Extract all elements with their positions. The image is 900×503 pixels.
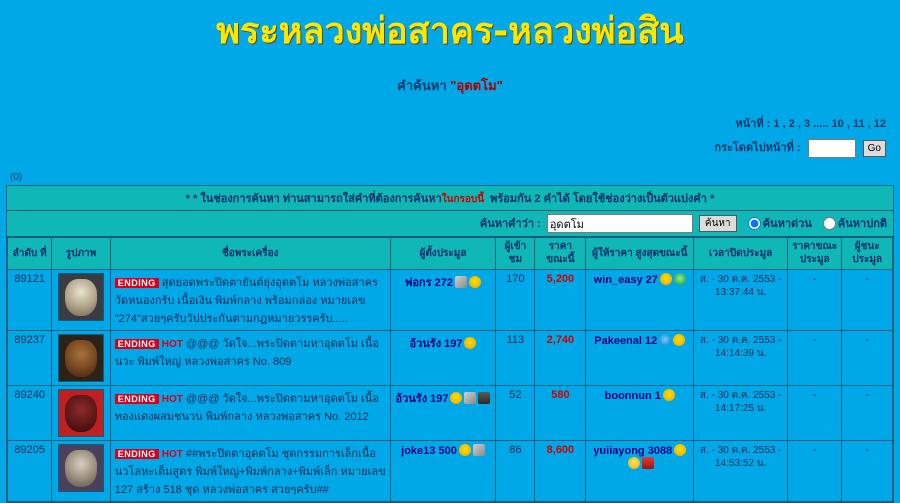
table-row[interactable] [8,331,893,386]
col-title: ชื่อพระเครื่อง [110,238,390,270]
winner: - [842,386,893,441]
search-notice [7,186,893,211]
jump-label: กระโดดไปหน้าที่ : [714,142,801,155]
search-mode-normal-radio[interactable] [823,217,836,230]
status-icon [459,444,471,456]
page-link-1[interactable]: 1 [773,118,780,131]
status-icon [455,276,467,288]
top-bidder-link[interactable]: yuiiayong 3088 [593,445,673,458]
listing-title-link[interactable]: @@@ วัดใจ...พระปิดตามหาอุดตโม เนื้อทองแดงผสมชนวน พิมพ์กลาง หลวงพ่อสาคร No. 2012 [114,393,379,424]
amulet-thumbnail-2[interactable] [58,334,104,382]
search-bar-label: ค้นหาคำว่า : [479,217,541,230]
search-summary-keyword: "อุดตโม" [450,78,503,94]
ending-badge: ENDING [115,278,159,288]
seller-link[interactable]: อ้วนรัง 197 [409,338,463,351]
row-index: 89237 [8,331,52,386]
hot-badge: HOT [161,339,183,351]
col-end-time: เวลาปิดประมูล [694,238,788,270]
bid-price: - [788,270,842,331]
views-count: 170 [496,270,535,331]
search-bar [7,211,893,238]
amulet-thumbnail-3[interactable] [58,389,104,437]
col-winner: ผู้ชนะ ประมูล [842,238,893,270]
hot-badge: HOT [161,394,183,406]
jump-page-input[interactable] [808,139,856,158]
col-bid-price: ราคาขณะ ประมูล [788,238,842,270]
row-index: 89240 [8,386,52,441]
end-time: ส. - 30 ต.ค. 2553 - 14:14:39 น. [699,335,782,360]
page-link-12[interactable]: 12 [873,118,886,131]
page-link-11[interactable]: 11 [852,118,865,131]
end-time: ส. - 30 ต.ค. 2553 - 13:37:44 น. [699,274,782,299]
status-icon [660,273,672,285]
current-price: 2,740 [546,334,575,347]
end-time: ส. - 30 ต.ค. 2553 - 14:17:25 น. [699,390,782,415]
notice-after: พร้อมกัน 2 คำได้ โดยใช้ช่องว่างเป็นตัวแบ่งคำ * [487,192,715,205]
hot-badge: HOT [161,449,183,461]
table-header-row [8,238,893,270]
status-icon [628,457,640,469]
table-row[interactable] [8,441,893,502]
current-price: 580 [551,389,570,402]
top-bidder-link[interactable]: win_easy 27 [593,274,658,287]
current-price: 8,600 [546,444,575,457]
jump-to-page [0,138,900,158]
status-icon [478,392,490,404]
table-row[interactable] [8,270,893,331]
status-icon [659,334,671,346]
listing-title-link[interactable]: @@@ วัดใจ...พระปิดตามหาอุดตโม เนื้อนวะ พิมพ์ใหญ่ หลวงพ่อสาคร No. 809 [114,338,379,369]
col-image: รูปภาพ [52,238,110,270]
status-icon [673,334,685,346]
col-seller: ผู้ตั้งประมูล [390,238,496,270]
table-body [8,270,893,502]
listing-title-link[interactable]: สุดยอดพระปิดตายันต์ยุ่งอุดตโม หลวงพ่อสาคร วัดหนองกรับ เนื้อเงิน พิมพ์กลาง พร้อมกล่อง หมายเลข "274"สวยๆครับวัปประกันตามกฎหมายวรรครับ..... [114,277,378,326]
ending-badge: ENDING [115,339,159,349]
go-button[interactable]: Go [863,140,886,157]
page-link-2[interactable]: 2 [788,118,795,131]
pagination: หน้าที่ : 1 , 2 , 3 ..... 10 , 11 , 12 [735,118,886,131]
amulet-thumbnail-4[interactable] [58,444,104,492]
current-price: 5,200 [546,273,575,286]
status-icon [464,392,476,404]
page-link-3[interactable]: 3 [803,118,811,131]
search-mode-normal-label[interactable]: ค้นหาปกติ [837,217,887,230]
seller-link[interactable]: อ้วนรัง 197 [395,393,449,406]
amulet-thumbnail-1[interactable] [58,273,104,321]
search-button[interactable]: ค้นหา [699,215,737,232]
status-icon [674,273,686,285]
status-icon [642,457,654,469]
search-summary-prefix: คำค้นหา [397,78,451,94]
winner: - [842,441,893,502]
row-index: 89121 [8,270,52,331]
search-mode-fast-radio[interactable] [748,217,761,230]
page-title: พระหลวงพ่อสาคร-หลวงพ่อสิน [216,11,684,52]
pagination-label: หน้าที่ : [735,118,771,131]
notice-before: * * ในช่องการค้นหา ท่านสามารถใส่คำที่ต้องการค้นหา [185,192,442,205]
end-time: ส. - 30 ต.ค. 2553 - 14:53:52 น. [699,445,782,470]
seller-link[interactable]: พ่อกร 272 [405,277,453,290]
bid-price: - [788,441,842,502]
search-summary [0,75,900,96]
col-views: ผู้เข้า ชม [496,238,535,270]
col-top-bidder: ผู้ให้ราคา สูงสุดขณะนี้ [586,238,694,270]
row-title-cell [110,441,390,502]
page-link-10[interactable]: 10 [831,118,844,131]
listing-title-link[interactable]: ##พระปิดตาอุดตโม ชุดกรรมการเล็กเนื้อนวโลหะเต็มสูตร พิมพ์ใหญ่+พิมพ์กลาง+พิมพ์เล็ก หมายเลข 127 สร้าง 518 ชุด หลวงพ่อสาคร สวยๆครับ## [114,448,386,497]
top-bidder-link[interactable]: boonnun 1 [604,390,661,403]
status-icon [674,444,686,456]
bid-price: - [788,331,842,386]
row-title-cell [110,270,390,331]
seller-link[interactable]: joke13 500 [401,445,457,458]
pagination-ellipsis: ..... [813,118,829,131]
winner: - [842,331,893,386]
bid-price: - [788,386,842,441]
status-icon [464,337,476,349]
views-count: 86 [496,441,535,502]
status-icon [473,444,485,456]
row-title-cell [110,331,390,386]
ending-badge: ENDING [115,449,159,459]
row-index: 89205 [8,441,52,502]
status-icon [450,392,462,404]
result-count: (0) [10,171,23,183]
col-index: ลำดับ ที่ [8,238,52,270]
views-count: 52 [496,386,535,441]
status-icon [469,276,481,288]
search-input[interactable] [547,214,693,233]
views-count: 113 [496,331,535,386]
listing-table [7,237,893,502]
ending-badge: ENDING [115,394,159,404]
listing-board [6,185,894,503]
winner: - [842,270,893,331]
notice-highlight: ในกรอบนี้ [441,193,485,205]
col-price: ราคา ขณะนี้ [535,238,586,270]
top-bidder-link[interactable]: Pakeenal 12 [594,335,658,348]
search-mode-fast-label[interactable]: ค้นหาด่วน [762,217,812,230]
status-icon [663,389,675,401]
site-banner [0,0,900,53]
